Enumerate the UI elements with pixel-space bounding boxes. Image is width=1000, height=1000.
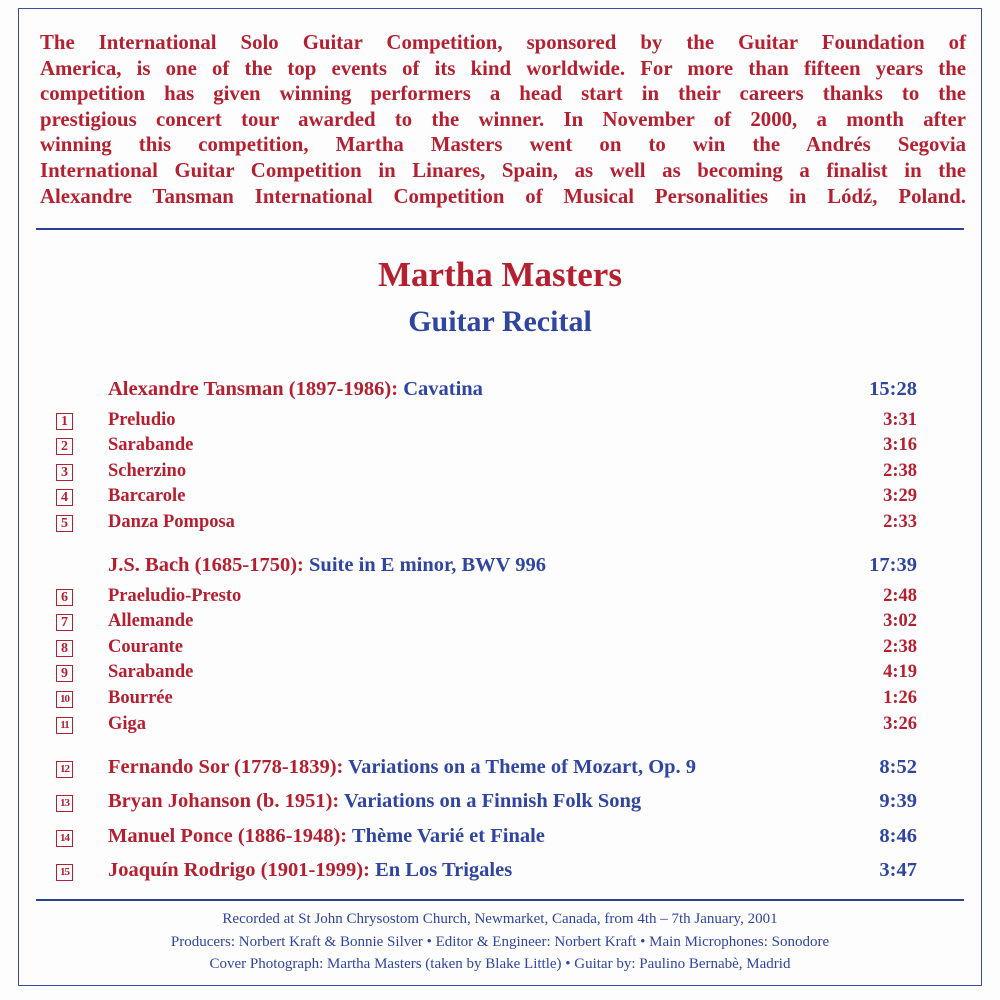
group-header-tansman [0, 378, 1000, 404]
track-number-box: 1 [56, 413, 73, 430]
credits-producers: Producers: Norbert Kraft & Bonnie Silver • Editor & Engineer: Norbert Kraft • Main Microphones: Sonodore [170, 933, 830, 950]
track-row [0, 790, 1000, 816]
track-number-box: 4 [56, 489, 73, 506]
group-heading [108, 554, 546, 577]
composer-name: J.S. Bach (1685-1750): [108, 554, 304, 576]
track-duration: 3:29 [883, 486, 917, 506]
track-heading [108, 756, 696, 779]
track-title: Sarabande [108, 662, 194, 682]
track-row [0, 859, 1000, 885]
track-row [0, 662, 1000, 688]
track-duration: 8:46 [879, 825, 917, 847]
track-row [0, 512, 1000, 538]
work-title: Cavatina [403, 378, 483, 400]
track-row [0, 688, 1000, 714]
track-title: Praeludio-Presto [108, 586, 242, 606]
track-row [0, 486, 1000, 512]
credits-recording: Recorded at St John Chrysostom Church, Newmarket, Canada, from 4th – 7th January, 2001 [222, 911, 778, 927]
divider-bottom [36, 899, 964, 901]
track-number-box: 14 [56, 830, 73, 847]
intro-paragraph [40, 30, 966, 209]
track-duration: 2:38 [883, 461, 917, 481]
track-title: Scherzino [108, 461, 187, 481]
work-title: Thème Varié et Finale [351, 825, 545, 847]
track-heading [108, 825, 545, 848]
track-title: Preludio [108, 410, 176, 430]
track-duration: 3:02 [883, 611, 917, 631]
intro-line: America, is one of the top events of its kind worldwide. For more than fifteen years the [40, 56, 966, 80]
intro-line: Alexandre Tansman International Competition of Musical Personalities in Lódź, Poland. [40, 184, 966, 208]
credits [0, 908, 1000, 976]
track-number-box: 6 [56, 589, 73, 606]
intro-line: winning this competition, Martha Masters went on to win the Andrés Segovia [40, 133, 966, 157]
track-number-box: 13 [56, 795, 73, 812]
composer-name: Alexandre Tansman (1897-1986): [108, 378, 399, 400]
credits-photo: Cover Photograph: Martha Masters (taken by Blake Little) • Guitar by: Paulino Bernabè, Madrid [209, 956, 791, 972]
track-duration: 2:33 [883, 512, 917, 532]
work-title: En Los Trigales [375, 859, 513, 881]
track-number-box: 5 [56, 515, 73, 532]
composer-name: Joaquín Rodrigo (1901-1999): [108, 859, 370, 881]
track-heading [108, 859, 512, 882]
track-number-box: 7 [56, 614, 73, 631]
work-title: Suite in E minor, BWV 996 [309, 554, 546, 576]
track-row [0, 410, 1000, 436]
intro-line: competition has given winning performers a head start in their careers thanks to the [40, 82, 966, 106]
intro-line: International Guitar Competition in Linares, Spain, as well as becoming a finalist in the [40, 158, 966, 182]
work-title: Variations on a Theme of Mozart, Op. 9 [348, 756, 697, 778]
track-duration: 2:48 [883, 586, 917, 606]
track-duration: 3:26 [883, 714, 917, 734]
work-title: Variations on a Finnish Folk Song [344, 790, 642, 812]
track-duration: 2:38 [883, 637, 917, 657]
track-duration: 9:39 [879, 790, 917, 812]
composer-name: Bryan Johanson (b. 1951): [108, 790, 340, 812]
track-number-box: 3 [56, 464, 73, 481]
intro-line: The International Solo Guitar Competition, sponsored by the Guitar Foundation of [40, 31, 966, 54]
track-number-box: 12 [56, 761, 73, 778]
track-title: Barcarole [108, 486, 186, 506]
group-duration: 17:39 [869, 554, 917, 576]
track-row [0, 435, 1000, 461]
track-title: Danza Pomposa [108, 512, 235, 532]
track-duration: 8:52 [879, 756, 917, 778]
group-heading [108, 378, 483, 401]
composer-name: Fernando Sor (1778-1839): [108, 756, 344, 778]
track-row [0, 586, 1000, 612]
composer-name: Manuel Ponce (1886-1948): [108, 825, 348, 847]
track-title: Allemande [108, 611, 194, 631]
track-number-box: 11 [56, 717, 73, 734]
track-duration: 1:26 [883, 688, 917, 708]
intro-line: prestigious concert tour awarded to the winner. In November of 2000, a month after [40, 107, 966, 131]
track-row [0, 825, 1000, 851]
track-title: Courante [108, 637, 184, 657]
track-duration: 3:47 [879, 859, 917, 881]
track-number-box: 2 [56, 438, 73, 455]
group-duration: 15:28 [869, 378, 917, 400]
track-row [0, 714, 1000, 740]
track-number-box: 8 [56, 640, 73, 657]
track-row [0, 461, 1000, 487]
track-title: Bourrée [108, 688, 173, 708]
artist-name: Martha Masters [378, 255, 622, 294]
track-number-box: 9 [56, 665, 73, 682]
track-duration: 4:19 [883, 662, 917, 682]
track-row [0, 756, 1000, 782]
track-title: Giga [108, 714, 147, 734]
group-header-bach [0, 554, 1000, 580]
divider-top [36, 228, 964, 230]
track-title: Sarabande [108, 435, 194, 455]
track-number-box: 15 [56, 864, 73, 881]
track-row [0, 637, 1000, 663]
track-row [0, 611, 1000, 637]
album-title: Guitar Recital [408, 305, 592, 338]
track-heading [108, 790, 641, 813]
track-duration: 3:31 [883, 410, 917, 430]
track-duration: 3:16 [883, 435, 917, 455]
track-number-box: 10 [56, 691, 73, 708]
